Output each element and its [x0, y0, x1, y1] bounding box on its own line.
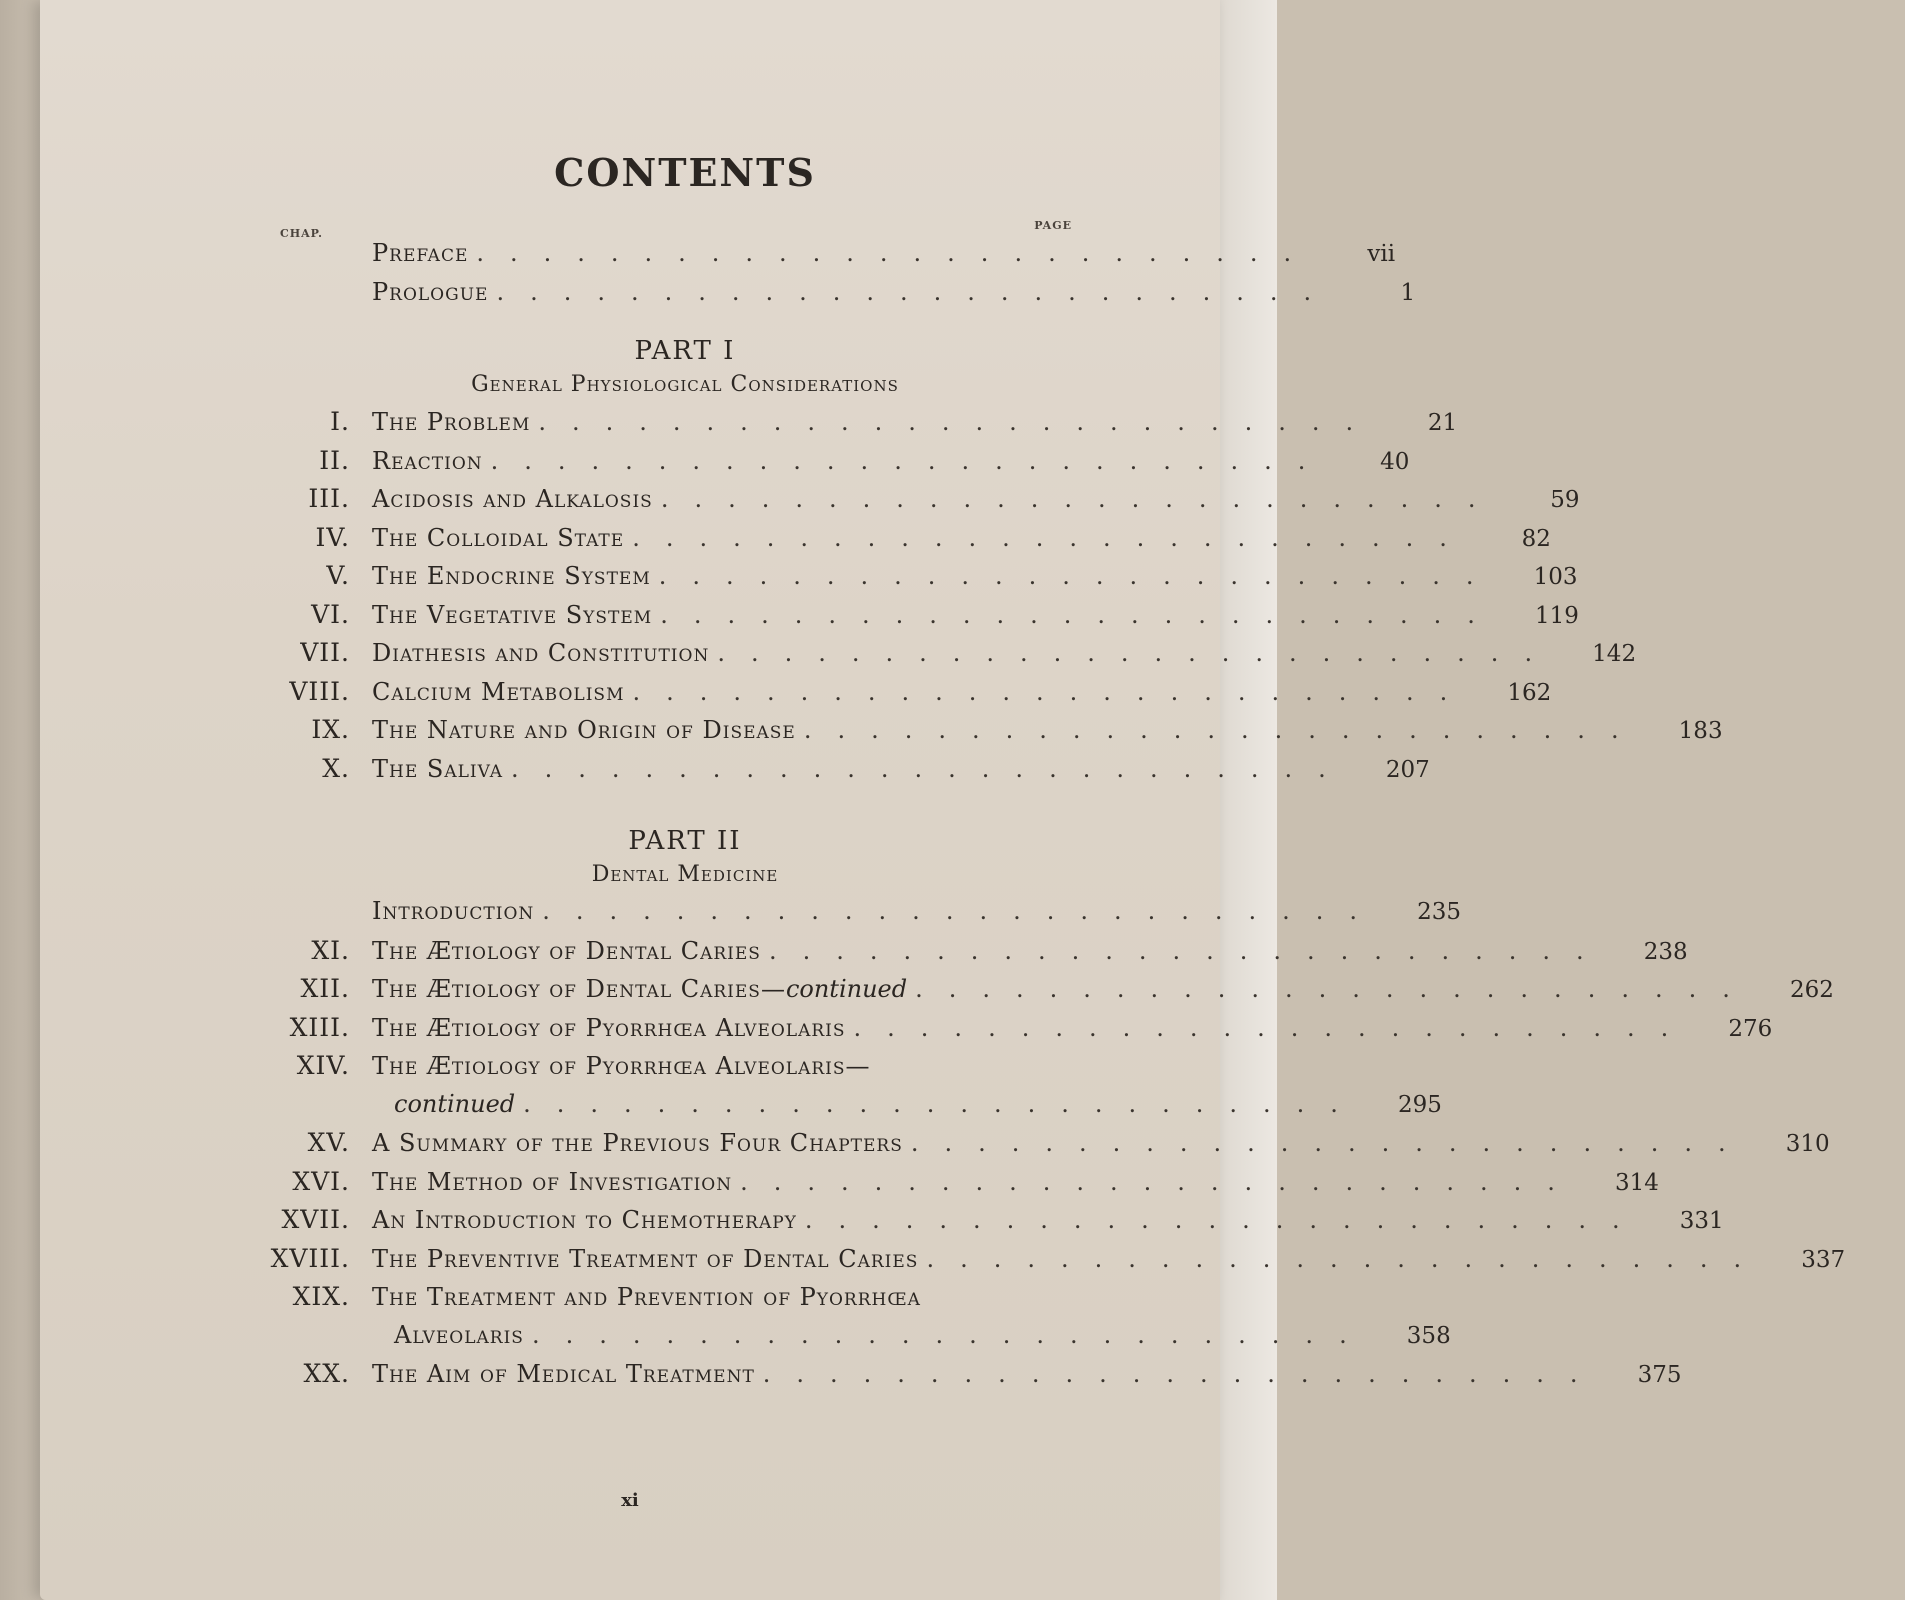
chapter-number: XVIII.	[270, 1243, 350, 1273]
chapter-title	[372, 1129, 903, 1157]
chapter-number: I.	[330, 407, 350, 436]
page-number: 358	[1406, 1322, 1451, 1349]
contents-block	[220, 150, 1846, 1398]
dot-leader: .........................	[926, 1244, 1768, 1273]
chapter-column-header: CHAP.	[280, 227, 323, 240]
page-number: 21	[1427, 410, 1458, 436]
page-number: 40	[1380, 448, 1410, 475]
chapter-title	[372, 601, 652, 629]
page-number: 59	[1550, 487, 1580, 513]
chapter-number: X.	[322, 753, 350, 783]
dot-leader: .........................	[740, 1167, 1581, 1196]
chapter-number: VIII.	[289, 676, 350, 706]
toc-entry	[220, 1012, 1773, 1052]
chapter-title-text: The Treatment and Prevention of Pyorrhœa	[372, 1283, 921, 1311]
page-number: 103	[1533, 564, 1578, 590]
chapter-title	[372, 975, 907, 1003]
chapter-title	[372, 408, 530, 436]
dot-leader: .........................	[476, 239, 1318, 267]
chapter-title-continued: continued	[394, 1089, 516, 1118]
toc-entry	[220, 974, 1834, 1013]
front-matter-list	[220, 239, 1416, 316]
toc-entry	[220, 484, 1580, 523]
chapter-number: XIX.	[292, 1282, 350, 1311]
toc-entry	[220, 1320, 1451, 1360]
dot-leader: .........................	[632, 677, 1474, 706]
chapter-title-text: The Nature and Origin of Disease	[372, 716, 796, 744]
page-number: 375	[1637, 1362, 1682, 1388]
toc-entry	[220, 897, 1461, 936]
dot-leader: .........................	[632, 523, 1473, 552]
toc-entry	[220, 638, 1637, 677]
toc-entry	[220, 277, 1416, 317]
chapter-number: VI.	[311, 599, 350, 629]
dot-leader: .........................	[496, 277, 1338, 306]
toc-entry	[220, 1089, 1442, 1129]
toc-entry	[220, 1282, 1150, 1321]
part2-entries	[220, 935, 1846, 1398]
chapter-number: XII.	[300, 974, 350, 1003]
chapter-title-text: An Introduction to Chemotherapy	[372, 1206, 797, 1234]
chapter-title-text: Diathesis and Constitution	[372, 639, 710, 667]
column-headers	[220, 221, 1150, 239]
page-number: 142	[1592, 641, 1637, 667]
page-number: 235	[1417, 899, 1461, 925]
chapter-title-continued: continued	[785, 975, 908, 1003]
chapter-title	[372, 447, 483, 475]
page-number: 183	[1678, 718, 1723, 744]
chapter-title	[372, 1283, 921, 1311]
chapter-number: XX.	[303, 1359, 350, 1388]
dot-leader: .........................	[804, 1206, 1646, 1234]
chapter-title-text: The Saliva	[372, 754, 503, 783]
dot-leader: .........................	[910, 1129, 1752, 1157]
page-number: vii	[1367, 241, 1396, 267]
chapter-title	[372, 1052, 871, 1080]
book-page	[40, 0, 1846, 1600]
dot-leader: .........................	[542, 897, 1383, 925]
chapter-title-text: Reaction	[372, 446, 483, 475]
chapter-title: Prologue	[372, 277, 489, 306]
chapter-number: III.	[308, 484, 350, 513]
dot-leader: .........................	[538, 408, 1380, 436]
chapter-title	[372, 937, 761, 965]
chapter-title	[372, 1245, 918, 1273]
page-footer-number: xi	[621, 1490, 639, 1511]
page-number: 119	[1535, 602, 1579, 629]
chapter-title-text: The Aim of Medical Treatment	[372, 1360, 755, 1388]
chapter-title	[372, 1168, 732, 1196]
chapter-title	[372, 716, 796, 744]
toc-entry	[220, 753, 1430, 793]
chapter-number: XVII.	[281, 1205, 350, 1234]
toc-entry	[220, 676, 1552, 716]
chapter-title-text: The Colloidal State	[372, 523, 625, 552]
chapter-title-text: Calcium Metabolism	[372, 677, 625, 706]
chapter-title-text: The Ætiology of Dental Caries—	[372, 975, 786, 1003]
chapter-title-text: The Method of Investigation	[372, 1167, 733, 1196]
chapter-title	[372, 1014, 846, 1042]
part-heading: PART II	[628, 826, 742, 856]
dot-leader: .........................	[490, 446, 1332, 475]
toc-entry	[220, 561, 1578, 600]
page-number: 162	[1507, 679, 1552, 706]
chapter-number: XIII.	[289, 1012, 350, 1042]
chapter-title-text: The Ætiology of Pyorrhœa Alveolaris—	[372, 1052, 871, 1080]
toc-entry	[220, 1243, 1846, 1283]
page-number: 276	[1728, 1015, 1773, 1042]
toc-entry	[220, 1205, 1724, 1244]
toc-entry	[220, 1166, 1659, 1206]
chapter-number: IX.	[311, 715, 350, 744]
dot-leader: .........................	[768, 936, 1610, 965]
chapter-number: XIV.	[296, 1051, 350, 1080]
chapter-title-text: The Preventive Treatment of Dental Caries	[372, 1244, 919, 1273]
dot-leader: .........................	[762, 1360, 1604, 1388]
chapter-title-text: A Summary of the Previous Four Chapters	[372, 1129, 903, 1157]
chapter-title	[372, 1090, 515, 1118]
dot-leader: .........................	[853, 1013, 1695, 1042]
page-number: 1	[1400, 279, 1416, 306]
part1-entries	[220, 407, 1723, 792]
dot-leader: .........................	[531, 1320, 1373, 1349]
chapter-title	[372, 524, 624, 552]
chapter-number: XVI.	[292, 1166, 350, 1196]
chapter-title	[372, 678, 625, 706]
chapter-title-text: The Ætiology of Dental Caries	[372, 936, 761, 965]
page-number: 337	[1801, 1246, 1846, 1273]
page-number: 314	[1614, 1169, 1659, 1196]
chapter-number: IV.	[315, 522, 350, 552]
page-title: CONTENTS	[554, 150, 816, 195]
chapter-title: Preface	[372, 239, 469, 267]
chapter-title-text: The Endocrine System	[372, 562, 651, 590]
chapter-title	[372, 562, 651, 590]
dot-leader: .........................	[915, 975, 1756, 1003]
dot-leader: .........................	[658, 562, 1500, 590]
page-number: 82	[1521, 525, 1551, 552]
chapter-number: XI.	[311, 935, 350, 965]
dot-leader: .........................	[660, 485, 1502, 513]
chapter-title	[372, 485, 653, 513]
part-subtitle: General Physiological Considerations	[471, 372, 899, 397]
chapter-number: XV.	[307, 1128, 350, 1157]
toc-entry	[220, 445, 1410, 485]
toc-entry	[220, 715, 1723, 754]
dot-leader: .........................	[803, 716, 1645, 744]
dot-leader: .........................	[511, 754, 1352, 783]
toc-entry	[220, 1051, 1150, 1090]
chapter-title-text: The Problem	[372, 408, 531, 436]
chapter-number: V.	[326, 561, 350, 590]
page-number: 262	[1789, 977, 1834, 1003]
page-number: 295	[1397, 1091, 1442, 1118]
toc-entry	[220, 599, 1579, 639]
toc-entry	[220, 1359, 1682, 1398]
chapter-title	[372, 639, 709, 667]
dot-leader: .........................	[523, 1089, 1364, 1118]
page-number: 331	[1679, 1208, 1724, 1234]
chapter-title	[372, 1206, 797, 1234]
chapter-number: VII.	[300, 638, 350, 667]
page-number: 207	[1385, 756, 1430, 783]
toc-entry	[220, 407, 1458, 446]
part-subtitle: Dental Medicine	[591, 862, 779, 887]
part-heading: PART I	[634, 336, 736, 366]
chapter-title	[372, 755, 503, 783]
toc-entry	[220, 935, 1688, 975]
page-column-header: PAGE	[1034, 219, 1072, 232]
chapter-title-text: Acidosis and Alkalosis	[372, 485, 653, 513]
toc-entry	[220, 522, 1551, 562]
page-number: 238	[1643, 938, 1688, 965]
toc-entry	[220, 1128, 1830, 1167]
chapter-title-text: The Ætiology of Pyorrhœa Alveolaris	[372, 1013, 846, 1042]
chapter-title: Introduction	[372, 897, 535, 925]
chapter-title	[372, 1360, 755, 1388]
toc-entry	[220, 239, 1396, 278]
dot-leader: .........................	[717, 639, 1559, 667]
chapter-number: II.	[319, 445, 350, 475]
page-number: 310	[1785, 1131, 1830, 1157]
dot-leader: .........................	[660, 600, 1501, 629]
chapter-title-text: Alveolaris	[394, 1320, 524, 1349]
chapter-title	[372, 1321, 524, 1349]
chapter-title-text: The Vegetative System	[372, 600, 653, 629]
